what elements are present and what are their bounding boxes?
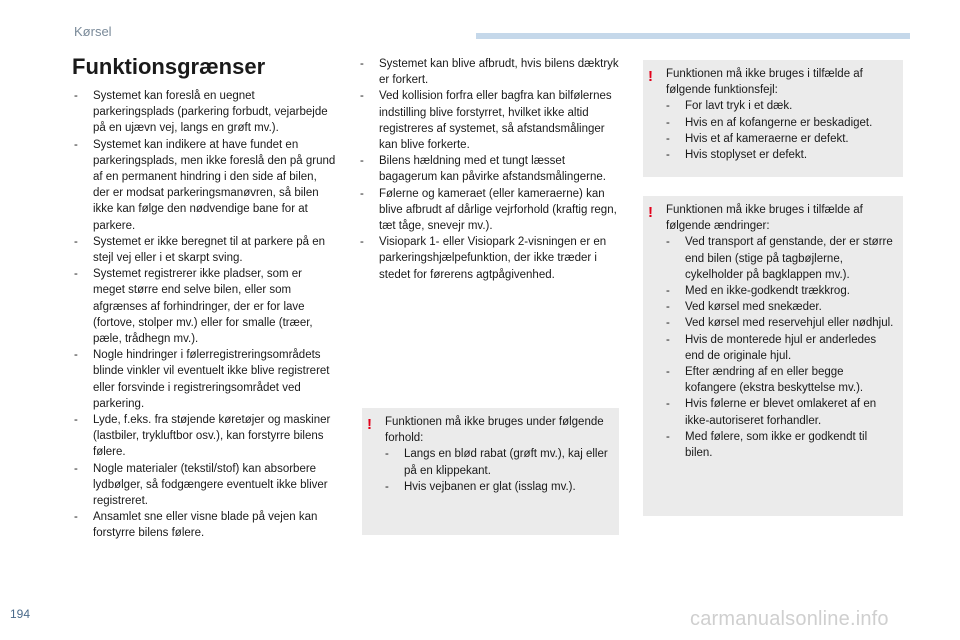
column-1 — [74, 88, 336, 542]
list-item-text: Langs en blød rabat (grøft mv.), kaj eller på en klippekant. — [404, 448, 608, 477]
list-item-text: Ved kørsel med reservehjul eller nødhjul. — [685, 317, 894, 330]
list-item — [360, 88, 622, 153]
dash-bullet: - — [360, 155, 364, 168]
list-item-text: Efter ændring af en eller begge kofangere (ekstra beskyttelse mv.). — [685, 366, 864, 395]
list-item — [360, 56, 622, 88]
dash-bullet: - — [666, 132, 670, 145]
list-item-text: Systemet kan blive afbrudt, hvis bilens dæktryk er forkert. — [379, 58, 619, 87]
list-item-text: Systemet kan foreslå en uegnet parkeringsplads (parkering forbudt, vejarbejde på en ujævn vej, langs en grøft mv.). — [93, 90, 328, 135]
list-item — [74, 509, 336, 541]
list-item-text: Med en ikke-godkendt trækkrog. — [685, 285, 850, 298]
dash-bullet: - — [74, 138, 78, 151]
warning-icon: ! — [648, 68, 653, 85]
list-item-text: Hvis et af kameraerne er defekt. — [685, 132, 849, 145]
dash-bullet: - — [74, 511, 78, 524]
watermark: carmanualsonline.info — [690, 608, 889, 630]
list-item — [666, 364, 895, 396]
list-item-text: Nogle hindringer i følerregistreringsområdets blinde vinkler vil eventuelt ikke blive registreret eller forsvinde i registreringsområdet ved parkering. — [93, 349, 330, 410]
list-item-text: Hvis stoplyset er defekt. — [685, 149, 808, 162]
list-item-text: Følerne og kameraet (eller kameraerne) kan blive afbrudt af dårlige vejrforhold (kraftig regn, tæt tåge, snevejr mv.). — [379, 187, 617, 233]
list-item — [666, 98, 895, 114]
dash-bullet: - — [360, 90, 364, 103]
list-item-text: Ansamlet sne eller visne blade på vejen kan forstyrre bilens følere. — [93, 511, 318, 540]
dash-bullet: - — [385, 480, 389, 493]
list-item-text: Med følere, som ikke er godkendt til bilen. — [685, 430, 868, 460]
warning-list — [385, 446, 611, 495]
list-item-text: Hvis følerne er blevet omlakeret af en ikke-autoriseret forhandler. — [685, 398, 877, 427]
dash-bullet: - — [666, 430, 670, 443]
dash-bullet: - — [74, 349, 78, 362]
list-item — [74, 88, 336, 137]
list-item — [74, 347, 336, 412]
dash-bullet: - — [360, 187, 364, 200]
warning-box-malfunctions — [643, 60, 903, 177]
list-item-text: Ved transport af genstande, der er større end bilen (stige på tagbøjlerne, cykelholder på bagklappen mv.). — [685, 236, 893, 281]
dash-bullet: - — [666, 116, 670, 129]
warning-list — [666, 98, 895, 163]
list-item-text: Systemet er ikke beregnet til at parkere på en stejl vej eller i et skarpt sving. — [93, 235, 326, 265]
warning-intro: Funktionen må ikke bruges i tilfælde af følgende funktionsfejl: — [666, 68, 863, 97]
list-item — [666, 396, 895, 428]
dash-bullet: - — [74, 268, 78, 281]
list-item-text: Ved kørsel med snekæder. — [685, 301, 822, 314]
warning-content — [666, 202, 895, 461]
list-item — [385, 446, 611, 478]
list-item — [666, 283, 895, 299]
warning-icon: ! — [648, 204, 653, 221]
warning-intro: Funktionen må ikke bruges i tilfælde af følgende ændringer: — [666, 204, 863, 233]
list-item-text: Lyde, f.eks. fra støjende køretøjer og maskiner (lastbiler, trykluftbor osv.), kan forstyrre bilens følere. — [93, 414, 331, 459]
list-item-text: Bilens hældning med et tungt læsset bagagerum kan påvirke afstandsmålingerne. — [379, 155, 606, 184]
page-number: 194 — [10, 607, 31, 621]
section-label: Kørsel — [74, 24, 112, 39]
list-item — [666, 131, 895, 147]
list-item-text: Ved kollision forfra eller bagfra kan bilfølernes indstilling blive forstyrret, hvilket ikke altid registreres af systemet, så afstandsmålinger kan blive forkerte. — [379, 90, 612, 152]
dash-bullet: - — [666, 317, 670, 330]
list-item — [360, 186, 622, 235]
warning-content — [666, 66, 895, 163]
dash-bullet: - — [360, 236, 364, 249]
header-bar — [476, 33, 910, 39]
warning-box-modifications — [643, 196, 903, 516]
dash-bullet: - — [74, 462, 78, 475]
list-item — [74, 266, 336, 347]
list-item — [360, 153, 622, 185]
warning-icon: ! — [367, 416, 372, 433]
list-item-text: Hvis de monterede hjul er anderledes end de originale hjul. — [685, 333, 877, 362]
list-item — [74, 412, 336, 461]
dash-bullet: - — [385, 448, 389, 461]
list-item — [74, 137, 336, 234]
list-item-text: Systemet registrerer ikke pladser, som er meget større end selve bilen, eller som afgrænses af forhindringer, der er for lave (fortove, stolper mv.) eller for smalle (træer, pæle, trådhegn mv.). — [93, 268, 313, 346]
list-item — [666, 429, 895, 461]
warning-content — [385, 414, 611, 495]
list-item-text: Systemet kan indikere at have fundet en parkeringsplads, men ikke foreslå den på grund af en permanent hindring i den side af bilen, der er modsat parkeringsmanøvren, så bilen ikke kan følge den nødvendige bane for at parkere. — [93, 138, 336, 232]
dash-bullet: - — [666, 301, 670, 314]
list-item — [385, 479, 611, 495]
list-item — [666, 315, 895, 331]
dash-bullet: - — [666, 149, 670, 162]
dash-bullet: - — [666, 285, 670, 298]
dash-bullet: - — [666, 398, 670, 411]
list-item-text: Hvis en af kofangerne er beskadiget. — [685, 116, 873, 129]
dash-bullet: - — [74, 90, 78, 102]
list-item — [74, 234, 336, 266]
list-item-text: Hvis vejbanen er glat (isslag mv.). — [404, 480, 576, 493]
column-2 — [360, 56, 622, 283]
list-item-text: Nogle materialer (tekstil/stof) kan absorbere lydbølger, så fodgængere eventuelt ikke bliver registreret. — [93, 462, 328, 508]
dash-bullet: - — [360, 58, 364, 70]
list-item — [666, 299, 895, 315]
dash-bullet: - — [666, 366, 670, 379]
dash-bullet: - — [74, 235, 78, 248]
dash-bullet: - — [666, 333, 670, 346]
page-title: Funktionsgrænser — [72, 54, 266, 79]
dash-bullet: - — [666, 100, 670, 113]
warning-intro: Funktionen må ikke bruges under følgende forhold: — [385, 416, 604, 445]
list-item — [666, 332, 895, 364]
list-item-text: For lavt tryk i et dæk. — [685, 100, 793, 113]
dash-bullet: - — [74, 414, 78, 427]
list-item — [666, 147, 895, 163]
list-item-text: Visiopark 1- eller Visiopark 2-visningen er en parkeringshjælpefunktion, der ikke træder i stedet for førerens agtpågivenhed. — [379, 236, 607, 281]
warning-box-conditions — [362, 408, 619, 535]
list-item — [74, 461, 336, 510]
dash-bullet: - — [666, 236, 670, 249]
list-item — [666, 234, 895, 283]
list-item — [360, 234, 622, 283]
warning-list — [666, 234, 895, 461]
list-item — [666, 115, 895, 131]
